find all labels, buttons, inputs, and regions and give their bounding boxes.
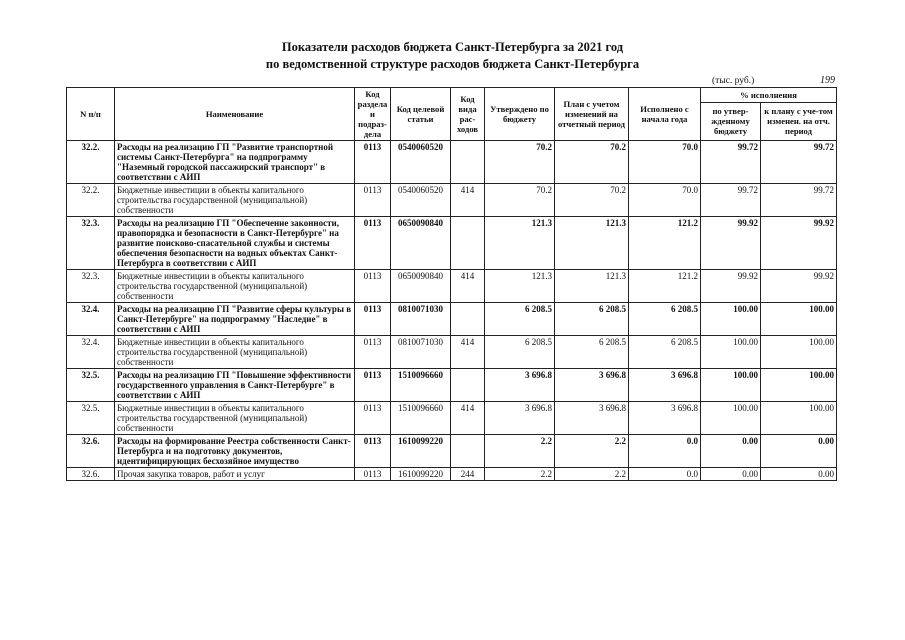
row-kind-code — [451, 435, 485, 468]
row-plan: 70.2 — [555, 141, 629, 184]
row-pct-approved: 0.00 — [701, 468, 761, 481]
row-executed: 6 208.5 — [629, 336, 701, 369]
row-plan: 6 208.5 — [555, 303, 629, 336]
row-section-code: 0113 — [355, 468, 391, 481]
row-pct-approved: 99.92 — [701, 217, 761, 270]
row-pct-plan: 99.72 — [761, 184, 837, 217]
header-percent: % исполнения — [701, 88, 837, 103]
row-pct-plan: 99.72 — [761, 141, 837, 184]
header-plan: План с учетом изменений на отчетный период — [555, 88, 629, 141]
row-kind-code: 244 — [451, 468, 485, 481]
table-row — [67, 435, 837, 468]
row-executed: 3 696.8 — [629, 369, 701, 402]
row-pct-approved: 99.72 — [701, 141, 761, 184]
table-row — [67, 270, 837, 303]
row-plan: 3 696.8 — [555, 369, 629, 402]
page-number: 199 — [820, 75, 835, 86]
row-executed: 6 208.5 — [629, 303, 701, 336]
table-row — [67, 369, 837, 402]
row-executed: 3 696.8 — [629, 402, 701, 435]
row-plan: 2.2 — [555, 468, 629, 481]
row-target-code: 0810071030 — [391, 336, 451, 369]
document-title-line1: Показатели расходов бюджета Санкт-Петербурга за 2021 год — [281, 40, 624, 54]
row-target-code: 0650090840 — [391, 270, 451, 303]
row-number: 32.2. — [67, 184, 115, 217]
row-number: 32.4. — [67, 336, 115, 369]
row-target-code: 1610099220 — [391, 435, 451, 468]
row-executed: 70.0 — [629, 141, 701, 184]
row-kind-code: 414 — [451, 184, 485, 217]
row-name: Бюджетные инвестиции в объекты капитального строительства государственной (муниципальной) собственности — [115, 270, 355, 303]
row-approved: 2.2 — [485, 435, 555, 468]
row-executed: 70.0 — [629, 184, 701, 217]
row-approved: 2.2 — [485, 468, 555, 481]
row-pct-approved: 100.00 — [701, 369, 761, 402]
row-name: Прочая закупка товаров, работ и услуг — [115, 468, 355, 481]
row-section-code: 0113 — [355, 270, 391, 303]
row-pct-approved: 100.00 — [701, 402, 761, 435]
row-name: Бюджетные инвестиции в объекты капитального строительства государственной (муниципальной) собственности — [115, 402, 355, 435]
row-kind-code: 414 — [451, 336, 485, 369]
row-pct-plan: 100.00 — [761, 402, 837, 435]
row-kind-code — [451, 369, 485, 402]
row-approved: 6 208.5 — [485, 336, 555, 369]
header-section-code: Код раздела и подраз-дела — [355, 88, 391, 141]
row-number: 32.5. — [67, 402, 115, 435]
row-target-code: 1610099220 — [391, 468, 451, 481]
row-number: 32.5. — [67, 369, 115, 402]
row-pct-plan: 100.00 — [761, 369, 837, 402]
row-plan: 121.3 — [555, 217, 629, 270]
row-section-code: 0113 — [355, 402, 391, 435]
table-row — [67, 141, 837, 184]
row-number: 32.6. — [67, 468, 115, 481]
row-name: Расходы на реализацию ГП "Повышение эффективности государственного управления в Санкт-Петербурге" в соответствии с АИП — [115, 369, 355, 402]
row-section-code: 0113 — [355, 184, 391, 217]
row-target-code: 0540060520 — [391, 141, 451, 184]
row-kind-code — [451, 141, 485, 184]
header-kind-code: Код вида рас-ходов — [451, 88, 485, 141]
row-target-code: 0540060520 — [391, 184, 451, 217]
header-executed: Исполнено с начала года — [629, 88, 701, 141]
row-name: Расходы на формирование Реестра собственности Санкт-Петербурга и на подготовку документов, идентифицирующих бесхозяйное имущество — [115, 435, 355, 468]
header-name: Наименование — [115, 88, 355, 141]
row-executed: 121.2 — [629, 270, 701, 303]
row-kind-code: 414 — [451, 402, 485, 435]
row-name: Расходы на реализацию ГП "Обеспечение законности, правопорядка и безопасности в Санкт-Петербурге" на развитие поисково-спасательной службы и системы обеспечения безопасности на водных объектах Санкт-Петербурга в соответствии с АИП — [115, 217, 355, 270]
row-section-code: 0113 — [355, 141, 391, 184]
row-approved: 6 208.5 — [485, 303, 555, 336]
row-plan: 6 208.5 — [555, 336, 629, 369]
row-approved: 121.3 — [485, 270, 555, 303]
row-pct-approved: 100.00 — [701, 303, 761, 336]
row-approved: 70.2 — [485, 184, 555, 217]
table-row — [67, 402, 837, 435]
row-pct-approved: 99.92 — [701, 270, 761, 303]
row-target-code: 1510096660 — [391, 402, 451, 435]
header-pct-plan: к плану с уче-том изменен. на отч. период — [761, 102, 837, 140]
row-pct-approved: 99.72 — [701, 184, 761, 217]
units-label: (тыс. руб.) — [712, 76, 755, 86]
row-name: Бюджетные инвестиции в объекты капитального строительства государственной (муниципальной) собственности — [115, 336, 355, 369]
row-approved: 3 696.8 — [485, 369, 555, 402]
row-plan: 121.3 — [555, 270, 629, 303]
row-approved: 121.3 — [485, 217, 555, 270]
row-section-code: 0113 — [355, 336, 391, 369]
row-name: Расходы на реализацию ГП "Развитие сферы культуры в Санкт-Петербурге" на подпрограмму "Наследие" в соответствии с АИП — [115, 303, 355, 336]
row-number: 32.4. — [67, 303, 115, 336]
budget-table — [66, 87, 837, 481]
row-pct-plan: 99.92 — [761, 270, 837, 303]
row-approved: 3 696.8 — [485, 402, 555, 435]
row-approved: 70.2 — [485, 141, 555, 184]
header-approved: Утверждено по бюджету — [485, 88, 555, 141]
table-row — [67, 217, 837, 270]
row-name: Бюджетные инвестиции в объекты капитального строительства государственной (муниципальной) собственности — [115, 184, 355, 217]
row-pct-plan: 100.00 — [761, 336, 837, 369]
table-row — [67, 468, 837, 481]
row-executed: 0.0 — [629, 435, 701, 468]
row-number: 32.3. — [67, 270, 115, 303]
row-section-code: 0113 — [355, 435, 391, 468]
row-pct-plan: 0.00 — [761, 435, 837, 468]
row-plan: 2.2 — [555, 435, 629, 468]
row-pct-plan: 0.00 — [761, 468, 837, 481]
row-pct-approved: 100.00 — [701, 336, 761, 369]
row-number: 32.3. — [67, 217, 115, 270]
header-target-code: Код целевой статьи — [391, 88, 451, 141]
row-kind-code — [451, 303, 485, 336]
table-body — [67, 141, 837, 481]
row-pct-plan: 100.00 — [761, 303, 837, 336]
row-executed: 121.2 — [629, 217, 701, 270]
row-plan: 70.2 — [555, 184, 629, 217]
row-section-code: 0113 — [355, 303, 391, 336]
header-pct-approved: по утвер-жденному бюджету — [701, 102, 761, 140]
row-plan: 3 696.8 — [555, 402, 629, 435]
table-row — [67, 336, 837, 369]
row-name: Расходы на реализацию ГП "Развитие транспортной системы Санкт-Петербурга" на подпрограмму "Наземный городской пассажирский транспорт" в соответствии с АИП — [115, 141, 355, 184]
header-num: N п/п — [67, 88, 115, 141]
row-target-code: 1510096660 — [391, 369, 451, 402]
header-row-top — [67, 88, 837, 103]
row-section-code: 0113 — [355, 369, 391, 402]
row-pct-approved: 0.00 — [701, 435, 761, 468]
row-number: 32.2. — [67, 141, 115, 184]
row-executed: 0.0 — [629, 468, 701, 481]
row-kind-code — [451, 217, 485, 270]
row-kind-code: 414 — [451, 270, 485, 303]
table-row — [67, 184, 837, 217]
document-title-line2: по ведомственной структуре расходов бюджета Санкт-Петербурга — [265, 57, 640, 71]
row-target-code: 0810071030 — [391, 303, 451, 336]
row-number: 32.6. — [67, 435, 115, 468]
row-section-code: 0113 — [355, 217, 391, 270]
row-target-code: 0650090840 — [391, 217, 451, 270]
row-pct-plan: 99.92 — [761, 217, 837, 270]
table-row — [67, 303, 837, 336]
